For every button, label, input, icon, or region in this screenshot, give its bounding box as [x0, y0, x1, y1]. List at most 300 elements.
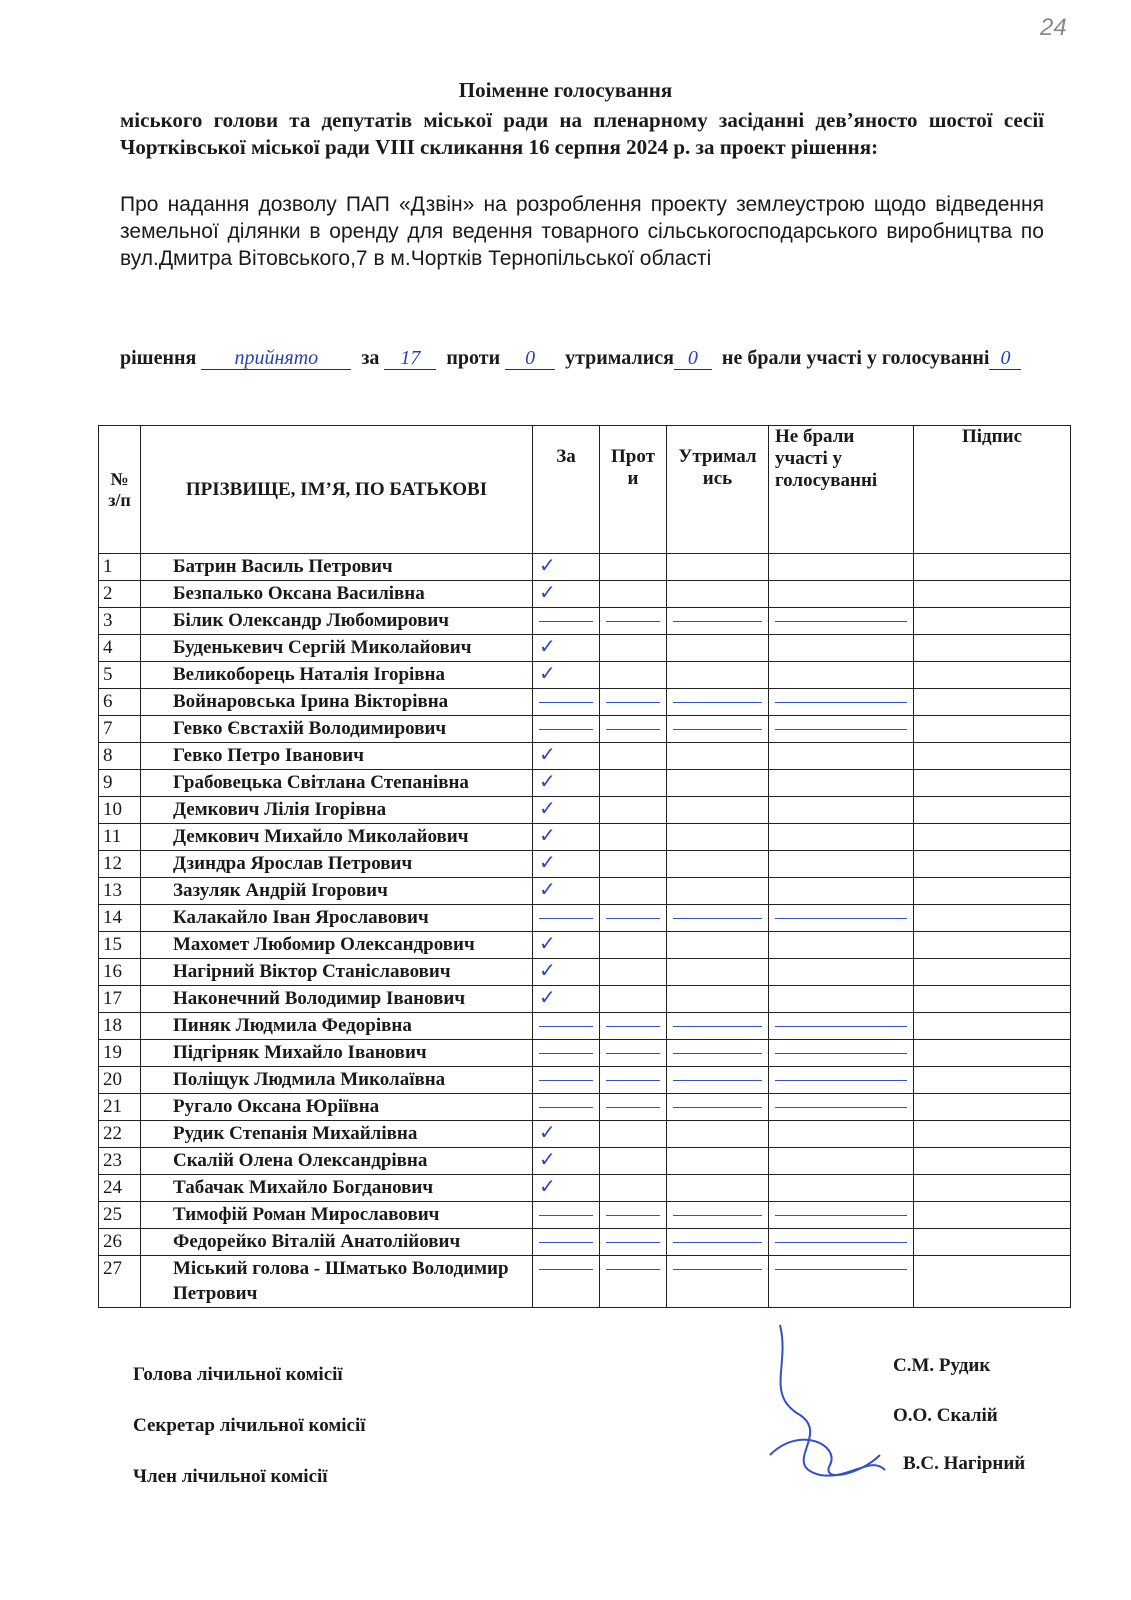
- row-vote-notvoting: [769, 797, 914, 824]
- row-number: 27: [99, 1256, 141, 1308]
- secretary-name: О.О. Скалій: [893, 1405, 998, 1426]
- dash-line-icon: [673, 608, 762, 622]
- row-vote-notvoting: [769, 1067, 914, 1094]
- row-vote-abstain: [667, 1067, 769, 1094]
- row-vote-for: [533, 1121, 600, 1148]
- checkmark-icon: ✓: [539, 663, 556, 685]
- header-against: Проти: [600, 426, 667, 554]
- row-signature: [914, 797, 1071, 824]
- abstain-count: 0: [674, 347, 712, 370]
- row-vote-against: [600, 797, 667, 824]
- row-vote-against: [600, 1013, 667, 1040]
- row-number: 13: [99, 878, 141, 905]
- row-vote-notvoting: [769, 1094, 914, 1121]
- row-signature: [914, 959, 1071, 986]
- row-vote-against: [600, 1175, 667, 1202]
- row-vote-against: [600, 1121, 667, 1148]
- table-row: [99, 1175, 1071, 1202]
- row-number: 19: [99, 1040, 141, 1067]
- dash-line-icon: [775, 716, 907, 730]
- dash-line-icon: [673, 905, 762, 919]
- row-signature: [914, 878, 1071, 905]
- row-vote-for: [533, 581, 600, 608]
- header-abstain: Утримались: [667, 426, 769, 554]
- row-signature: [914, 1229, 1071, 1256]
- row-name: Гевко Петро Іванович: [141, 743, 533, 770]
- dash-line-icon: [775, 1013, 907, 1027]
- checkmark-icon: ✓: [539, 825, 556, 847]
- project-title: Про надання дозволу ПАП «Дзвін» на розроблення проекту землеустрою щодо відведення земельної ділянки в оренду для ведення товарного сільськогосподарського виробництва по вул.Дмитра Вітовського,7 в м.Чортків Тернопільської області: [120, 193, 1044, 270]
- row-vote-notvoting: [769, 554, 914, 581]
- row-name: Демкович Михайло Миколайович: [141, 824, 533, 851]
- row-vote-for: [533, 986, 600, 1013]
- dash-line-icon: [775, 1229, 907, 1243]
- row-name: Батрин Василь Петрович: [141, 554, 533, 581]
- row-vote-for: [533, 1013, 600, 1040]
- row-name: Демкович Лілія Ігорівна: [141, 797, 533, 824]
- table-row: [99, 932, 1071, 959]
- dash-line-icon: [775, 689, 907, 703]
- row-signature: [914, 1175, 1071, 1202]
- row-vote-notvoting: [769, 1202, 914, 1229]
- row-number: 10: [99, 797, 141, 824]
- row-number: 5: [99, 662, 141, 689]
- row-vote-against: [600, 581, 667, 608]
- dash-line-icon: [775, 1040, 907, 1054]
- row-signature: [914, 608, 1071, 635]
- dash-line-icon: [775, 1202, 907, 1216]
- row-name: Махомет Любомир Олександрович: [141, 932, 533, 959]
- notvoting-label: не брали участі у голосуванні: [721, 347, 990, 369]
- table-row: [99, 662, 1071, 689]
- chair-name: С.М. Рудик: [893, 1355, 991, 1376]
- row-vote-abstain: [667, 1013, 769, 1040]
- row-number: 14: [99, 905, 141, 932]
- row-vote-abstain: [667, 608, 769, 635]
- row-signature: [914, 743, 1071, 770]
- dash-line-icon: [775, 1067, 907, 1081]
- row-name: Міський голова - Шматько Володимир Петрович: [141, 1256, 533, 1308]
- row-vote-for: [533, 770, 600, 797]
- dash-line-icon: [539, 1040, 593, 1054]
- row-vote-notvoting: [769, 1175, 914, 1202]
- row-name: Войнаровська Ірина Вікторівна: [141, 689, 533, 716]
- row-signature: [914, 689, 1071, 716]
- checkmark-icon: ✓: [539, 1176, 556, 1198]
- row-signature: [914, 770, 1071, 797]
- checkmark-icon: ✓: [539, 879, 556, 901]
- row-vote-abstain: [667, 851, 769, 878]
- dash-line-icon: [606, 608, 660, 622]
- row-vote-against: [600, 554, 667, 581]
- row-vote-for: [533, 689, 600, 716]
- row-signature: [914, 1013, 1071, 1040]
- row-vote-for: [533, 743, 600, 770]
- row-vote-notvoting: [769, 689, 914, 716]
- table-row: [99, 635, 1071, 662]
- dash-line-icon: [673, 1202, 762, 1216]
- row-signature: [914, 1040, 1071, 1067]
- dash-line-icon: [539, 608, 593, 622]
- row-signature: [914, 581, 1071, 608]
- row-vote-notvoting: [769, 1229, 914, 1256]
- row-name: Наконечний Володимир Іванович: [141, 986, 533, 1013]
- dash-line-icon: [606, 1202, 660, 1216]
- row-number: 11: [99, 824, 141, 851]
- row-vote-abstain: [667, 1040, 769, 1067]
- row-vote-against: [600, 770, 667, 797]
- row-signature: [914, 1067, 1071, 1094]
- header-notvoting: Не брали участі у голосуванні: [769, 426, 914, 554]
- vote-table: [98, 425, 1071, 1308]
- member-label: Член лічильної комісії: [133, 1466, 328, 1487]
- dash-line-icon: [539, 1256, 593, 1270]
- table-row: [99, 1256, 1071, 1308]
- checkmark-icon: ✓: [539, 636, 556, 658]
- row-signature: [914, 1256, 1071, 1308]
- row-name: Гевко Євстахій Володимирович: [141, 716, 533, 743]
- checkmark-icon: ✓: [539, 798, 556, 820]
- row-signature: [914, 851, 1071, 878]
- document-title: Поіменне голосування: [458, 78, 673, 102]
- row-vote-notvoting: [769, 905, 914, 932]
- row-signature: [914, 1094, 1071, 1121]
- row-vote-against: [600, 1040, 667, 1067]
- row-vote-notvoting: [769, 851, 914, 878]
- row-vote-for: [533, 1067, 600, 1094]
- table-row: [99, 851, 1071, 878]
- decision-summary: [120, 344, 1044, 372]
- dash-line-icon: [606, 689, 660, 703]
- page-number: 24: [1040, 14, 1067, 41]
- row-signature: [914, 824, 1071, 851]
- row-name: Табачак Михайло Богданович: [141, 1175, 533, 1202]
- checkmark-icon: ✓: [539, 987, 556, 1009]
- row-number: 4: [99, 635, 141, 662]
- row-vote-abstain: [667, 1256, 769, 1308]
- row-vote-for: [533, 1040, 600, 1067]
- decision-result: прийнято: [201, 347, 351, 370]
- dash-line-icon: [606, 905, 660, 919]
- dash-line-icon: [606, 1256, 660, 1270]
- table-row: [99, 581, 1071, 608]
- row-number: 25: [99, 1202, 141, 1229]
- dash-line-icon: [606, 1229, 660, 1243]
- checkmark-icon: ✓: [539, 933, 556, 955]
- row-signature: [914, 635, 1071, 662]
- row-vote-notvoting: [769, 635, 914, 662]
- row-name: Безпалько Оксана Василівна: [141, 581, 533, 608]
- row-number: 18: [99, 1013, 141, 1040]
- row-vote-for: [533, 851, 600, 878]
- row-vote-abstain: [667, 878, 769, 905]
- against-label: проти: [446, 347, 501, 369]
- row-name: Грабовецька Світлана Степанівна: [141, 770, 533, 797]
- row-vote-notvoting: [769, 1121, 914, 1148]
- dash-line-icon: [673, 1229, 762, 1243]
- row-vote-against: [600, 986, 667, 1013]
- row-signature: [914, 1121, 1071, 1148]
- table-row: [99, 689, 1071, 716]
- row-vote-for: [533, 1229, 600, 1256]
- notvoting-count: 0: [989, 347, 1021, 370]
- table-row: [99, 1013, 1071, 1040]
- row-vote-for: [533, 824, 600, 851]
- row-vote-against: [600, 851, 667, 878]
- row-vote-abstain: [667, 770, 769, 797]
- for-count: 17: [384, 347, 436, 370]
- dash-line-icon: [539, 1067, 593, 1081]
- row-number: 2: [99, 581, 141, 608]
- dash-line-icon: [673, 1094, 762, 1108]
- row-number: 3: [99, 608, 141, 635]
- row-vote-notvoting: [769, 932, 914, 959]
- row-name: Скалій Олена Олександрівна: [141, 1148, 533, 1175]
- checkmark-icon: ✓: [539, 960, 556, 982]
- document-intro: міського голови та депутатів міської ради на пленарному засіданні дев’яносто шостої сесії Чортківської міської ради VIII скликання 16 серпня 2024 р. за проект рішення:: [120, 108, 1044, 159]
- row-name: Федорейко Віталій Анатолійович: [141, 1229, 533, 1256]
- row-vote-against: [600, 689, 667, 716]
- row-name: Тимофій Роман Мирославович: [141, 1202, 533, 1229]
- row-name: Ругало Оксана Юріївна: [141, 1094, 533, 1121]
- row-vote-against: [600, 1094, 667, 1121]
- row-number: 8: [99, 743, 141, 770]
- row-vote-against: [600, 959, 667, 986]
- row-number: 20: [99, 1067, 141, 1094]
- checkmark-icon: ✓: [539, 771, 556, 793]
- table-row: [99, 608, 1071, 635]
- checkmark-icon: ✓: [539, 744, 556, 766]
- dash-line-icon: [539, 1094, 593, 1108]
- row-vote-against: [600, 932, 667, 959]
- row-vote-abstain: [667, 905, 769, 932]
- row-vote-notvoting: [769, 878, 914, 905]
- row-number: 16: [99, 959, 141, 986]
- row-vote-for: [533, 905, 600, 932]
- row-vote-for: [533, 959, 600, 986]
- against-count: 0: [505, 347, 555, 370]
- row-vote-for: [533, 797, 600, 824]
- row-vote-abstain: [667, 581, 769, 608]
- row-vote-notvoting: [769, 1013, 914, 1040]
- table-row: [99, 959, 1071, 986]
- row-signature: [914, 554, 1071, 581]
- row-signature: [914, 1148, 1071, 1175]
- row-signature: [914, 905, 1071, 932]
- table-header-row: [99, 426, 1071, 554]
- row-vote-abstain: [667, 824, 769, 851]
- table-row: [99, 1229, 1071, 1256]
- dash-line-icon: [539, 689, 593, 703]
- secretary-label: Секретар лічильної комісії: [133, 1415, 366, 1436]
- dash-line-icon: [539, 1229, 593, 1243]
- row-vote-against: [600, 716, 667, 743]
- for-label: за: [361, 347, 380, 369]
- row-signature: [914, 662, 1071, 689]
- row-number: 9: [99, 770, 141, 797]
- dash-line-icon: [539, 905, 593, 919]
- row-name: Буденькевич Сергій Миколайович: [141, 635, 533, 662]
- dash-line-icon: [673, 1256, 762, 1270]
- dash-line-icon: [539, 1013, 593, 1027]
- row-vote-abstain: [667, 797, 769, 824]
- row-vote-for: [533, 608, 600, 635]
- dash-line-icon: [673, 1067, 762, 1081]
- table-row: [99, 1148, 1071, 1175]
- abstain-label: утрималися: [565, 347, 674, 369]
- table-row: [99, 716, 1071, 743]
- row-vote-for: [533, 1175, 600, 1202]
- row-vote-abstain: [667, 1094, 769, 1121]
- dash-line-icon: [673, 1040, 762, 1054]
- table-row: [99, 878, 1071, 905]
- row-vote-for: [533, 1202, 600, 1229]
- table-row: [99, 797, 1071, 824]
- member-name: В.С. Нагірний: [903, 1453, 1026, 1474]
- header-signature: Підпис: [914, 426, 1071, 554]
- row-vote-against: [600, 635, 667, 662]
- row-number: 1: [99, 554, 141, 581]
- row-signature: [914, 1202, 1071, 1229]
- dash-line-icon: [606, 1094, 660, 1108]
- row-vote-against: [600, 905, 667, 932]
- header-for: За: [533, 426, 600, 554]
- table-row: [99, 824, 1071, 851]
- row-vote-abstain: [667, 1229, 769, 1256]
- row-vote-abstain: [667, 1202, 769, 1229]
- dash-line-icon: [606, 1040, 660, 1054]
- row-vote-abstain: [667, 662, 769, 689]
- table-row: [99, 1202, 1071, 1229]
- row-vote-notvoting: [769, 1040, 914, 1067]
- table-row: [99, 1094, 1071, 1121]
- row-name: Підгірняк Михайло Іванович: [141, 1040, 533, 1067]
- chair-label: Голова лічильної комісії: [133, 1364, 343, 1385]
- row-vote-against: [600, 1067, 667, 1094]
- row-vote-abstain: [667, 716, 769, 743]
- dash-line-icon: [775, 1256, 907, 1270]
- row-vote-against: [600, 878, 667, 905]
- table-row: [99, 1067, 1071, 1094]
- row-vote-against: [600, 743, 667, 770]
- dash-line-icon: [673, 689, 762, 703]
- row-vote-abstain: [667, 1175, 769, 1202]
- row-vote-against: [600, 662, 667, 689]
- row-vote-abstain: [667, 986, 769, 1013]
- row-vote-for: [533, 932, 600, 959]
- row-vote-notvoting: [769, 824, 914, 851]
- row-signature: [914, 932, 1071, 959]
- row-vote-for: [533, 1256, 600, 1308]
- row-number: 26: [99, 1229, 141, 1256]
- row-number: 17: [99, 986, 141, 1013]
- row-vote-notvoting: [769, 959, 914, 986]
- row-name: Нагірний Віктор Станіславович: [141, 959, 533, 986]
- row-name: Зазуляк Андрій Ігорович: [141, 878, 533, 905]
- row-vote-for: [533, 1094, 600, 1121]
- row-vote-for: [533, 635, 600, 662]
- row-number: 12: [99, 851, 141, 878]
- row-vote-notvoting: [769, 581, 914, 608]
- table-row: [99, 986, 1071, 1013]
- row-vote-notvoting: [769, 1256, 914, 1308]
- checkmark-icon: ✓: [539, 555, 556, 577]
- row-name: Калакайло Іван Ярославович: [141, 905, 533, 932]
- row-vote-for: [533, 878, 600, 905]
- dash-line-icon: [775, 608, 907, 622]
- row-name: Рудик Степанія Михайлівна: [141, 1121, 533, 1148]
- row-name: Великоборець Наталія Ігорівна: [141, 662, 533, 689]
- checkmark-icon: ✓: [539, 1149, 556, 1171]
- row-vote-for: [533, 716, 600, 743]
- row-signature: [914, 716, 1071, 743]
- table-row: [99, 905, 1071, 932]
- row-number: 22: [99, 1121, 141, 1148]
- row-number: 24: [99, 1175, 141, 1202]
- row-vote-notvoting: [769, 1148, 914, 1175]
- checkmark-icon: ✓: [539, 852, 556, 874]
- row-number: 21: [99, 1094, 141, 1121]
- row-vote-abstain: [667, 932, 769, 959]
- dash-line-icon: [775, 905, 907, 919]
- row-vote-abstain: [667, 959, 769, 986]
- row-vote-notvoting: [769, 716, 914, 743]
- dash-line-icon: [775, 1094, 907, 1108]
- dash-line-icon: [606, 1067, 660, 1081]
- table-row: [99, 554, 1071, 581]
- dash-line-icon: [606, 1013, 660, 1027]
- dash-line-icon: [539, 1202, 593, 1216]
- table-row: [99, 1040, 1071, 1067]
- table-row: [99, 1121, 1071, 1148]
- row-vote-notvoting: [769, 986, 914, 1013]
- row-vote-abstain: [667, 554, 769, 581]
- row-vote-against: [600, 1256, 667, 1308]
- decision-label: рішення: [120, 347, 197, 369]
- row-name: Дзиндра Ярослав Петрович: [141, 851, 533, 878]
- row-number: 23: [99, 1148, 141, 1175]
- row-vote-notvoting: [769, 608, 914, 635]
- row-signature: [914, 986, 1071, 1013]
- row-number: 15: [99, 932, 141, 959]
- checkmark-icon: ✓: [539, 1122, 556, 1144]
- row-vote-notvoting: [769, 662, 914, 689]
- row-vote-abstain: [667, 1121, 769, 1148]
- commission-signatures: [760, 1305, 895, 1490]
- table-row: [99, 743, 1071, 770]
- row-name: Пиняк Людмила Федорівна: [141, 1013, 533, 1040]
- row-vote-notvoting: [769, 743, 914, 770]
- row-number: 6: [99, 689, 141, 716]
- row-vote-for: [533, 554, 600, 581]
- row-name: Поліщук Людмила Миколаївна: [141, 1067, 533, 1094]
- dash-line-icon: [539, 716, 593, 730]
- checkmark-icon: ✓: [539, 582, 556, 604]
- row-name: Білик Олександр Любомирович: [141, 608, 533, 635]
- header-name: ПРІЗВИЩЕ, ІМ’Я, ПО БАТЬКОВІ: [141, 426, 533, 554]
- header-num: № з/п: [99, 426, 141, 554]
- dash-line-icon: [673, 1013, 762, 1027]
- row-vote-abstain: [667, 743, 769, 770]
- row-vote-against: [600, 608, 667, 635]
- dash-line-icon: [606, 716, 660, 730]
- table-row: [99, 770, 1071, 797]
- row-vote-against: [600, 1148, 667, 1175]
- row-vote-against: [600, 1229, 667, 1256]
- row-vote-for: [533, 1148, 600, 1175]
- row-vote-notvoting: [769, 770, 914, 797]
- row-vote-for: [533, 662, 600, 689]
